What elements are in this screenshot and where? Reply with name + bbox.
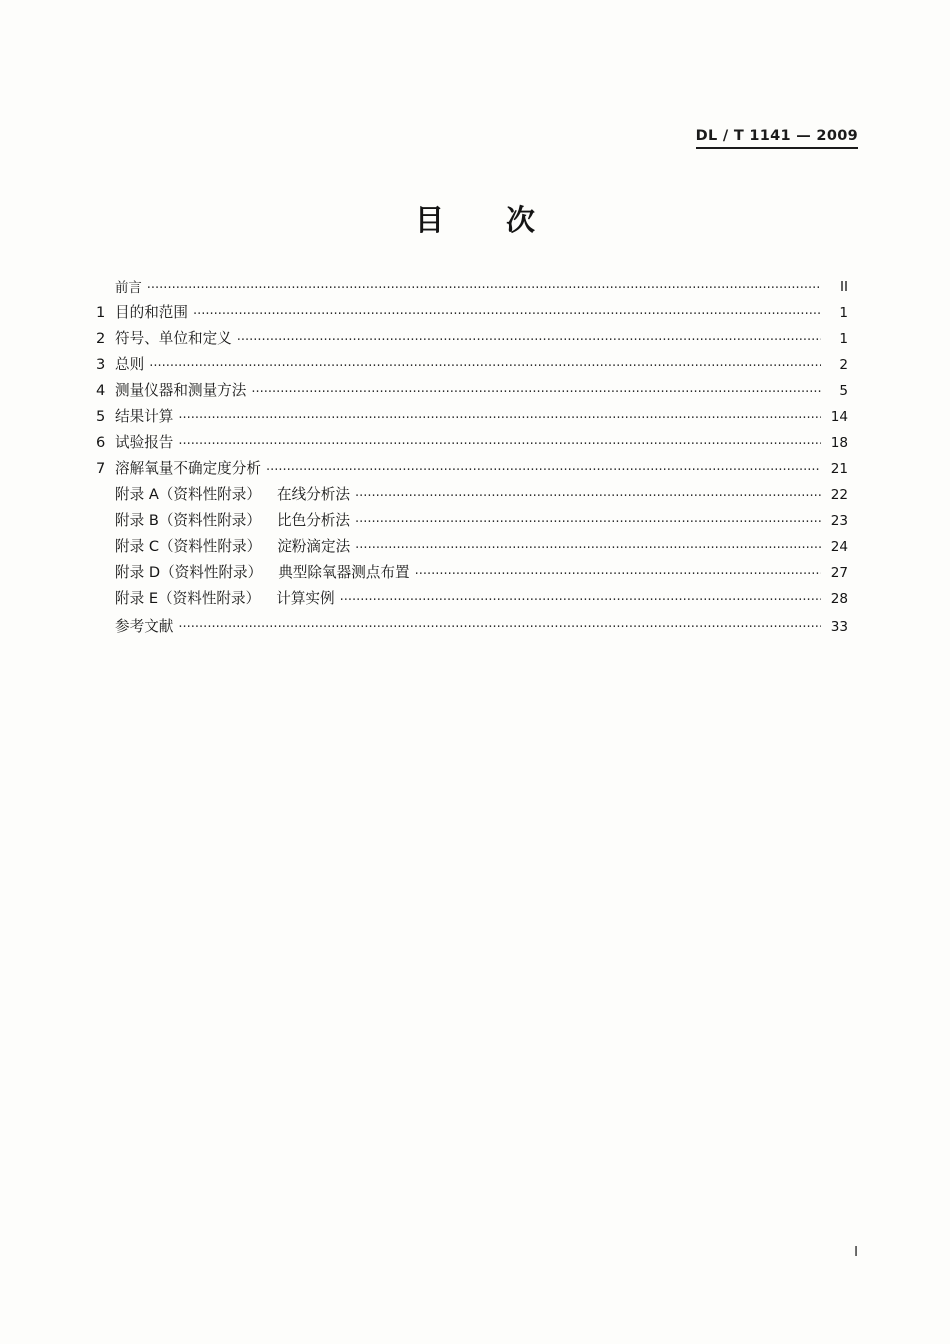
toc-entry[interactable]: [96, 514, 848, 529]
toc-entry[interactable]: [96, 332, 848, 347]
toc-entry-label: 附录 A（资料性附录）: [115, 486, 261, 504]
toc-entry-label: 目的和范围: [115, 304, 188, 322]
toc-entry-label: 符号、单位和定义: [115, 330, 232, 348]
toc-leader-dots: [193, 307, 821, 320]
toc-entry-page: 14: [830, 409, 848, 426]
toc-leader-dots: [355, 541, 821, 554]
toc-entry-page: 33: [830, 618, 848, 635]
toc-entry-number: 1: [96, 304, 106, 322]
toc-entry-number: 5: [96, 408, 106, 426]
toc-entry[interactable]: [96, 410, 848, 425]
toc-entry-label: 溶解氧量不确定度分析: [115, 460, 261, 478]
toc-entry-number: 2: [96, 330, 106, 348]
toc-entry[interactable]: [96, 540, 848, 555]
toc-entry-label: 参考文献: [115, 617, 174, 635]
toc-entry-subtitle: 淀粉滴定法: [277, 538, 351, 556]
toc-entry-page: 5: [839, 383, 848, 400]
toc-entry[interactable]: [96, 281, 848, 295]
toc-entry-number: 4: [96, 382, 106, 400]
toc-entry[interactable]: [96, 617, 848, 635]
toc-entry-number: 6: [96, 434, 106, 452]
toc-entry-label: 附录 B（资料性附录）: [115, 512, 261, 530]
toc-entry-label: 总则: [115, 356, 145, 374]
toc-entry-subtitle: 比色分析法: [277, 512, 350, 530]
toc-entry[interactable]: [96, 384, 848, 399]
toc-leader-dots: [237, 333, 821, 346]
toc-leader-dots: [415, 567, 821, 580]
toc-entry-page: II: [839, 279, 848, 296]
toc-entry-subtitle: 典型除氧器测点布置: [278, 564, 410, 582]
toc-entry[interactable]: [96, 592, 848, 607]
toc-entry[interactable]: [96, 306, 848, 321]
toc-leader-dots: [355, 515, 821, 528]
toc-entry-page: 2: [839, 357, 848, 374]
toc-leader-dots: [149, 359, 821, 372]
toc-entry[interactable]: [96, 566, 848, 581]
standard-number-text: DL / T 1141 — 2009: [695, 128, 858, 144]
toc-leader-dots: [251, 385, 821, 398]
toc-entry[interactable]: [96, 436, 848, 451]
toc-entry-number: 7: [96, 460, 106, 478]
toc-leader-dots: [147, 281, 821, 294]
toc-entry-page: 22: [830, 487, 848, 504]
toc-entry-page: 1: [839, 305, 848, 322]
toc-entry-page: 18: [830, 435, 848, 452]
toc-leader-dots: [178, 620, 821, 633]
toc-entry-label: 附录 C（资料性附录）: [115, 538, 262, 556]
table-of-contents: [96, 281, 848, 646]
toc-entry[interactable]: [96, 462, 848, 477]
toc-leader-dots: [266, 463, 821, 476]
toc-entry-page: 1: [839, 331, 848, 348]
page-folio: I: [854, 1245, 858, 1260]
standard-number-header: [696, 128, 858, 149]
toc-leader-dots: [178, 437, 821, 450]
toc-leader-dots: [355, 489, 821, 502]
toc-entry-page: 21: [830, 461, 848, 478]
page-title: 目 次: [414, 203, 562, 237]
toc-leader-dots: [178, 411, 821, 424]
toc-entry[interactable]: [96, 488, 848, 503]
toc-entry-page: 28: [830, 591, 848, 608]
toc-entry-page: 27: [830, 565, 848, 582]
toc-entry-subtitle: 计算实例: [276, 590, 335, 608]
toc-entry-label: 前言: [115, 280, 142, 296]
toc-entry-page: 23: [830, 513, 848, 530]
toc-entry-label: 附录 D（资料性附录）: [115, 564, 263, 582]
toc-entry-label: 试验报告: [115, 434, 174, 452]
toc-entry-subtitle: 在线分析法: [276, 486, 350, 504]
toc-entry-label: 测量仪器和测量方法: [115, 382, 247, 400]
toc-leader-dots: [340, 593, 821, 606]
toc-entry-number: 3: [96, 356, 106, 374]
toc-entry-label: 结果计算: [115, 408, 174, 426]
toc-entry-label: 附录 E（资料性附录）: [115, 590, 261, 608]
toc-entry[interactable]: [96, 358, 848, 373]
toc-entry-page: 24: [830, 539, 848, 556]
header-rule: [696, 147, 858, 149]
